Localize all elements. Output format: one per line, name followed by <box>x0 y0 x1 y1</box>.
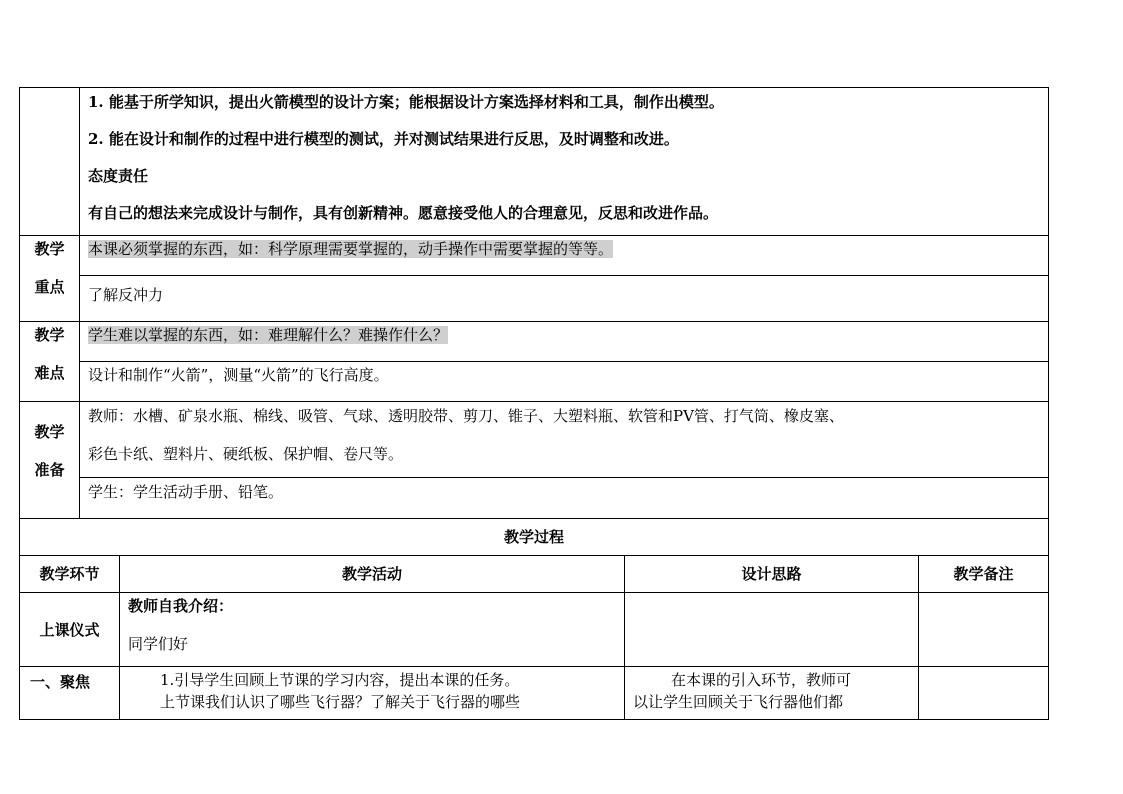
preparation-student-cell <box>80 478 1049 519</box>
difficulties-label-line2: 难点 <box>34 364 65 382</box>
preparation-teacher-line2: 彩色卡纸、塑料片、硬纸板、保护帽、卷尺等。 <box>88 445 404 463</box>
preparation-teacher-line1: 教师：水槽、矿泉水瓶、棉线、吸管、气球、透明胶带、剪刀、锥子、大塑料瓶、软管和PV管、打气筒、橡皮塞、 <box>88 407 844 425</box>
process-title: 教学过程 <box>20 519 1049 556</box>
preparation-row-a <box>20 402 1049 478</box>
attitude-title: 态度责任 <box>88 167 149 185</box>
difficulties-content: 设计和制作“火箭”，测量“火箭”的飞行高度。 <box>88 366 389 384</box>
key-points-hint: 本课必须掌握的东西，如：科学原理需要掌握的，动手操作中需要掌握的等等。 <box>88 240 614 258</box>
activity-ceremony-line1: 教师自我介绍： <box>128 597 234 615</box>
key-points-content: 了解反冲力 <box>88 286 164 304</box>
header-stage: 教学环节 <box>20 556 120 593</box>
difficulties-row-b <box>20 362 1049 402</box>
process-header-row <box>20 556 1049 593</box>
design-focus-line2: 以让学生回顾关于飞行器他们都 <box>633 693 844 711</box>
notes-focus-cell <box>919 667 1049 720</box>
stage-ceremony: 上课仪式 <box>20 593 120 667</box>
difficulties-hint: 学生难以掌握的东西，如：难理解什么？难操作什么？ <box>88 326 449 344</box>
design-focus-line1: 在本课的引入环节，教师可 <box>671 671 852 689</box>
difficulties-label <box>20 322 80 402</box>
activity-focus-line1: 1.引导学生回顾上节课的学习内容，提出本课的任务。 <box>160 671 520 689</box>
header-notes: 教学备注 <box>919 556 1049 593</box>
key-points-label-line1: 教学 <box>34 240 65 258</box>
preparation-label-line2: 准备 <box>34 461 65 479</box>
attitude-text: 有自己的想法来完成设计与制作，具有创新精神。愿意接受他人的合理意见，反思和改进作品。 <box>88 204 719 222</box>
difficulties-hint-cell <box>80 322 1049 362</box>
difficulties-label-line1: 教学 <box>34 326 65 344</box>
objective-item-1: 1. 能基于所学知识，提出火箭模型的设计方案；能根据设计方案选择材料和工具，制作出模型。 <box>88 93 724 111</box>
stage-focus: 一、聚焦 <box>20 667 120 720</box>
process-row <box>20 593 1049 667</box>
header-design: 设计思路 <box>625 556 919 593</box>
preparation-label <box>20 402 80 519</box>
key-points-label-line2: 重点 <box>34 278 65 296</box>
lesson-plan-table <box>19 87 1049 720</box>
activity-ceremony-cell <box>120 593 625 667</box>
design-ceremony-cell <box>625 593 919 667</box>
process-title-row <box>20 519 1049 556</box>
objectives-cell <box>80 88 1049 236</box>
objectives-row <box>20 88 1049 236</box>
preparation-label-line1: 教学 <box>34 423 65 441</box>
key-points-hint-cell <box>80 236 1049 276</box>
activity-focus-line2: 上节课我们认识了哪些飞行器？了解关于飞行器的哪些 <box>160 693 521 711</box>
difficulties-row-a <box>20 322 1049 362</box>
preparation-student: 学生：学生活动手册、铅笔。 <box>88 483 284 501</box>
objective-item-2: 2. 能在设计和制作的过程中进行模型的测试，并对测试结果进行反思，及时调整和改进。 <box>88 130 679 148</box>
preparation-teacher-cell <box>80 402 1049 478</box>
activity-ceremony-line2: 同学们好 <box>128 635 189 653</box>
notes-ceremony-cell <box>919 593 1049 667</box>
preparation-row-b <box>20 478 1049 519</box>
design-focus-cell <box>625 667 919 720</box>
activity-focus-cell <box>120 667 625 720</box>
key-points-content-cell <box>80 276 1049 322</box>
key-points-row-a <box>20 236 1049 276</box>
difficulties-content-cell <box>80 362 1049 402</box>
key-points-label <box>20 236 80 322</box>
key-points-row-b <box>20 276 1049 322</box>
objectives-label-cell <box>20 88 80 236</box>
header-activity: 教学活动 <box>120 556 625 593</box>
process-row <box>20 667 1049 720</box>
